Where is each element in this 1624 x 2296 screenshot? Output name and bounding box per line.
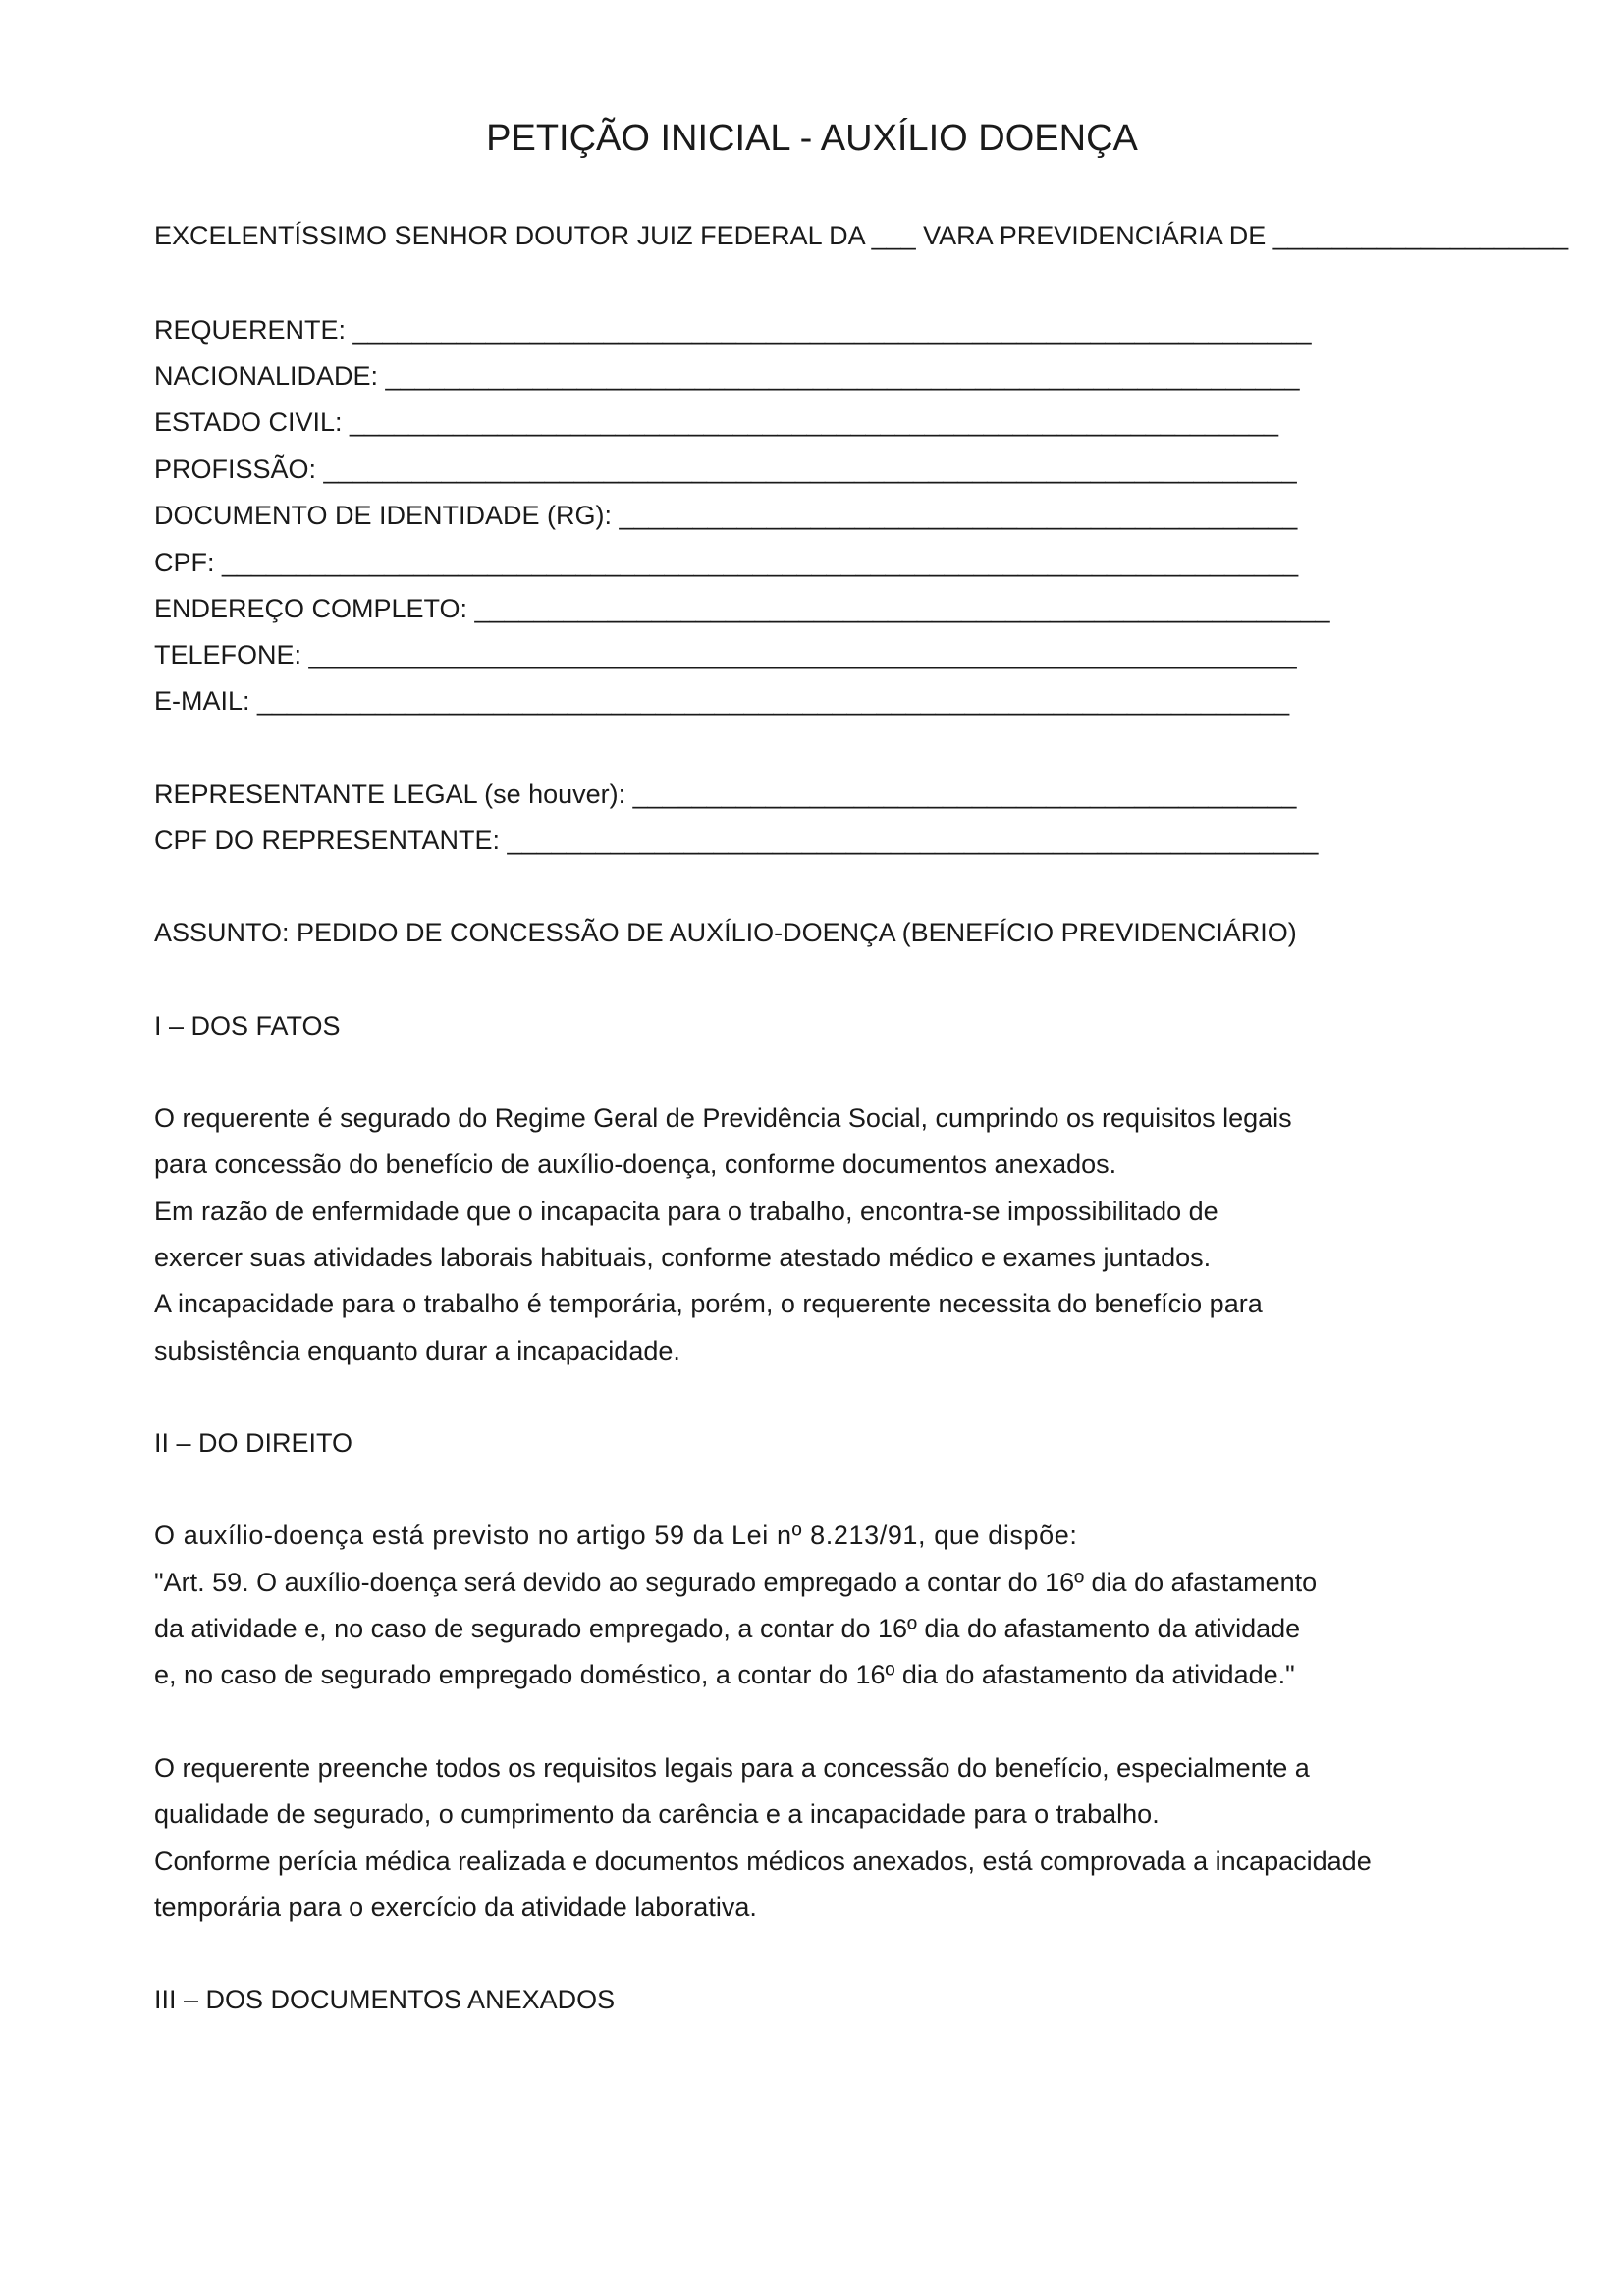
section-heading-fatos: I – DOS FATOS [154, 1011, 341, 1041]
paragraph-line: exercer suas atividades laborais habituais, conforme atestado médico e exames juntados. [154, 1243, 1212, 1272]
field-cpf-representante: CPF DO REPRESENTANTE: _______________________________________________________ [154, 826, 1319, 855]
paragraph-line: O requerente é segurado do Regime Geral de Previdência Social, cumprindo os requisitos legais [154, 1103, 1292, 1133]
subject-line: ASSUNTO: PEDIDO DE CONCESSÃO DE AUXÍLIO-DOENÇA (BENEFÍCIO PREVIDENCIÁRIO) [154, 918, 1297, 947]
section-heading-documentos: III – DOS DOCUMENTOS ANEXADOS [154, 1985, 616, 2014]
paragraph-line: subsistência enquanto durar a incapacidade. [154, 1336, 680, 1365]
field-requerente: REQUERENTE: _________________________________________________________________ [154, 315, 1312, 345]
quote-line: "Art. 59. O auxílio-doença será devido ao segurado empregado a contar do 16º dia do afastamento [154, 1568, 1318, 1597]
document-title: PETIÇÃO INICIAL - AUXÍLIO DOENÇA [486, 118, 1138, 159]
field-email: E-MAIL: ______________________________________________________________________ [154, 686, 1290, 716]
section-heading-direito: II – DO DIREITO [154, 1428, 353, 1458]
quote-line: da atividade e, no caso de segurado empregado, a contar do 16º dia do afastamento da atividade [154, 1614, 1301, 1643]
field-representante: REPRESENTANTE LEGAL (se houver): _____________________________________________ [154, 779, 1297, 809]
field-rg: DOCUMENTO DE IDENTIDADE (RG): ______________________________________________ [154, 501, 1298, 530]
field-profissao: PROFISSÃO: __________________________________________________________________ [154, 454, 1297, 484]
field-cpf: CPF: _________________________________________________________________________ [154, 548, 1299, 577]
paragraph-line: qualidade de segurado, o cumprimento da carência e a incapacidade para o trabalho. [154, 1799, 1160, 1829]
paragraph-line: para concessão do benefício de auxílio-doença, conforme documentos anexados. [154, 1149, 1117, 1179]
paragraph-line: temporária para o exercício da atividade laborativa. [154, 1893, 757, 1922]
paragraph-line: O requerente preenche todos os requisitos legais para a concessão do benefício, especialmente a [154, 1753, 1310, 1783]
paragraph-line: Conforme perícia médica realizada e documentos médicos anexados, está comprovada a incapacidade [154, 1846, 1372, 1876]
field-endereco: ENDEREÇO COMPLETO: __________________________________________________________ [154, 594, 1330, 623]
addressee-line: EXCELENTÍSSIMO SENHOR DOUTOR JUIZ FEDERAL DA ___ VARA PREVIDENCIÁRIA DE ____________________ [154, 221, 1569, 250]
field-nacionalidade: NACIONALIDADE: ______________________________________________________________ [154, 361, 1300, 391]
field-telefone: TELEFONE: ___________________________________________________________________ [154, 640, 1297, 669]
law-intro-line: O auxílio-doença está previsto no artigo 59 da Lei nº 8.213/91, que dispõe: [154, 1521, 1078, 1550]
field-estado-civil: ESTADO CIVIL: _______________________________________________________________ [154, 407, 1279, 437]
paragraph-line: Em razão de enfermidade que o incapacita para o trabalho, encontra-se impossibilitado de [154, 1197, 1218, 1226]
paragraph-line: A incapacidade para o trabalho é temporária, porém, o requerente necessita do benefício para [154, 1289, 1263, 1318]
quote-line: e, no caso de segurado empregado doméstico, a contar do 16º dia do afastamento da atividade." [154, 1660, 1295, 1689]
